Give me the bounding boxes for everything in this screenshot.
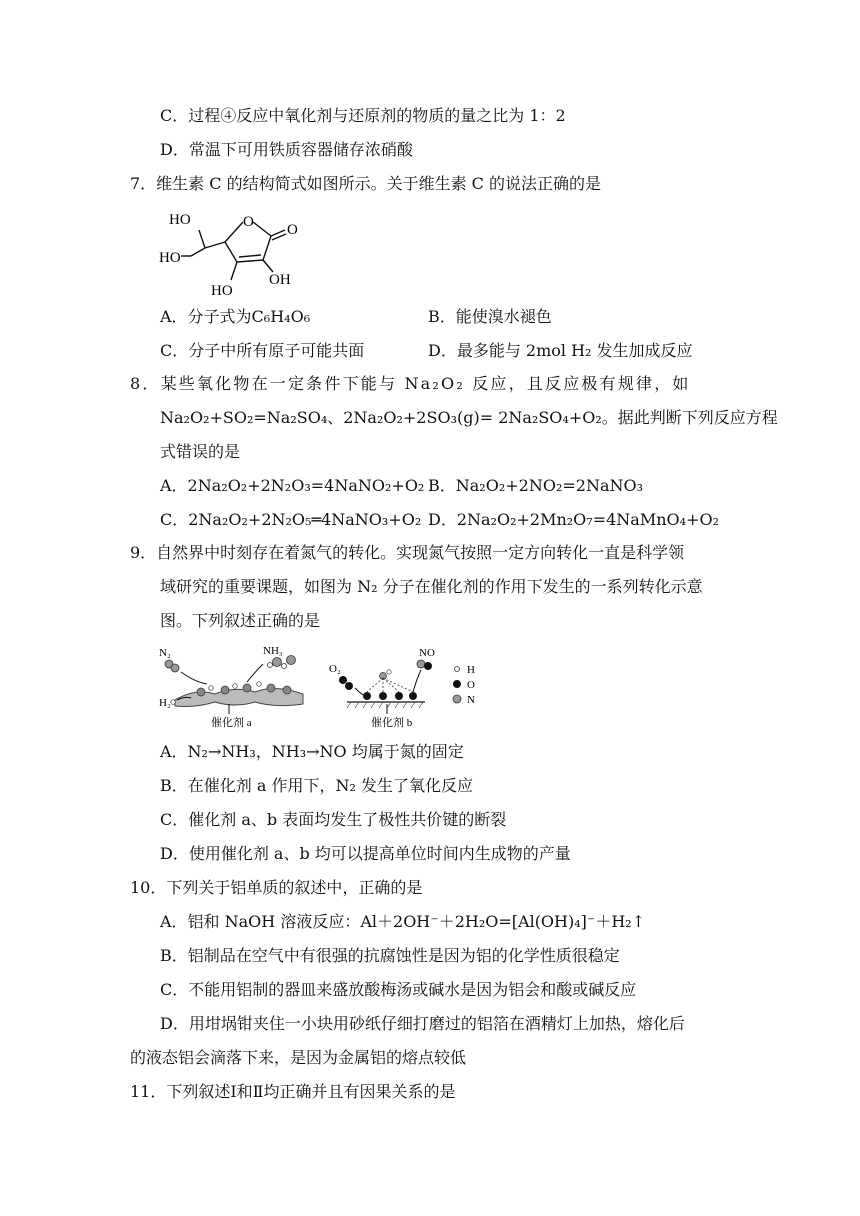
q8-stem-line2: Na₂O₂+SO₂=Na₂SO₄、2Na₂O₂+2SO₃(g)= 2Na₂SO₄+O₂。据此判断下列反应方程	[160, 408, 778, 427]
q8-stem-line1: 8．某些氧化物在一定条件下能与 Na₂O₂ 反应，且反应极有规律，如	[130, 374, 691, 393]
label-ho-top: HO	[169, 212, 191, 228]
q9-option-d: D．使用催化剂 a、b 均可以提高单位时间内生成物的产量	[160, 844, 571, 863]
q10-option-d-line2: 的液态铝会滴落下来，是因为金属铝的熔点较低	[130, 1048, 467, 1067]
q9-option-c: C．催化剂 a、b 表面均发生了极性共价键的断裂	[160, 810, 507, 829]
label-oh-right: OH	[269, 272, 291, 288]
label-carbonyl-o: O	[287, 222, 298, 238]
label-n2: N₂	[159, 647, 171, 659]
q7-stem: 7．维生素 C 的结构简式如图所示。关于维生素 C 的说法正确的是	[130, 174, 602, 193]
q7-option-b: B．能使溴水褪色	[428, 307, 552, 326]
q8-option-d: D．2Na₂O₂+2Mn₂O₇=4NaMnO₄+O₂	[428, 510, 719, 529]
q7-option-c: C．分子中所有原子可能共面	[160, 341, 365, 360]
q8-stem-line3: 式错误的是	[160, 442, 241, 461]
label-ho-bottom: HO	[211, 283, 233, 299]
q10-stem: 10．下列关于铝单质的叙述中，正确的是	[130, 878, 423, 897]
vitamin-c-structure-figure	[155, 200, 305, 300]
q10-option-b: B．铝制品在空气中有很强的抗腐蚀性是因为铝的化学性质很稳定	[160, 946, 620, 965]
q10-option-a: A．铝和 NaOH 溶液反应：Al＋2OH⁻＋2H₂O=[Al(OH)₄]⁻＋H₂↑	[160, 912, 646, 931]
q7-option-a: A．分子式为C₆H₄O₆	[160, 307, 311, 326]
q10-option-d-line1: D．用坩埚钳夹住一小块用砂纸仔细打磨过的铝箔在酒精灯上加热，熔化后	[160, 1014, 685, 1033]
q6-option-c: C．过程④反应中氧化剂与还原剂的物质的量之比为 1：2	[160, 106, 566, 125]
q8-option-c: C．2Na₂O₂+2N₂O₅═4NaNO₃+O₂	[160, 510, 422, 529]
q8-option-b: B．Na₂O₂+2NO₂=2NaNO₃	[428, 476, 644, 495]
label-o2: O₂	[329, 663, 341, 675]
q9-option-b: B．在催化剂 a 作用下，N₂ 发生了氧化反应	[160, 776, 473, 795]
label-catalyst-b: 催化剂 b	[371, 717, 413, 729]
q9-stem-line1: 9．自然界中时刻存在着氮气的转化。实现氮气按照一定方向转化一直是科学领	[130, 543, 685, 562]
label-h2: H₂	[159, 697, 171, 709]
legend-h: H	[467, 664, 475, 676]
label-catalyst-a: 催化剂 a	[211, 717, 252, 729]
q9-stem-line2: 域研究的重要课题，如图为 N₂ 分子在催化剂的作用下发生的一系列转化示意	[160, 577, 703, 596]
q9-option-a: A．N₂→NH₃，NH₃→NO 均属于氮的固定	[160, 742, 464, 761]
label-ho-left: HO	[159, 250, 181, 266]
legend-o: O	[467, 679, 475, 691]
nitrogen-conversion-figure	[155, 642, 495, 734]
label-nh3: NH₃	[263, 645, 283, 657]
q9-stem-line3: 图。下列叙述正确的是	[160, 611, 321, 630]
q11-stem: 11．下列叙述Ⅰ和Ⅱ均正确并且有因果关系的是	[130, 1082, 456, 1101]
q10-option-c: C．不能用铝制的器皿来盛放酸梅汤或碱水是因为铝会和酸或碱反应	[160, 980, 637, 999]
q6-option-d: D．常温下可用铁质容器储存浓硝酸	[160, 140, 413, 159]
label-no: NO	[419, 647, 435, 659]
label-ring-o: O	[243, 214, 254, 230]
q7-option-d: D．最多能与 2mol H₂ 发生加成反应	[428, 341, 693, 360]
legend-n: N	[467, 694, 475, 706]
q8-option-a: A．2Na₂O₂+2N₂O₃=4NaNO₂+O₂	[160, 476, 425, 495]
